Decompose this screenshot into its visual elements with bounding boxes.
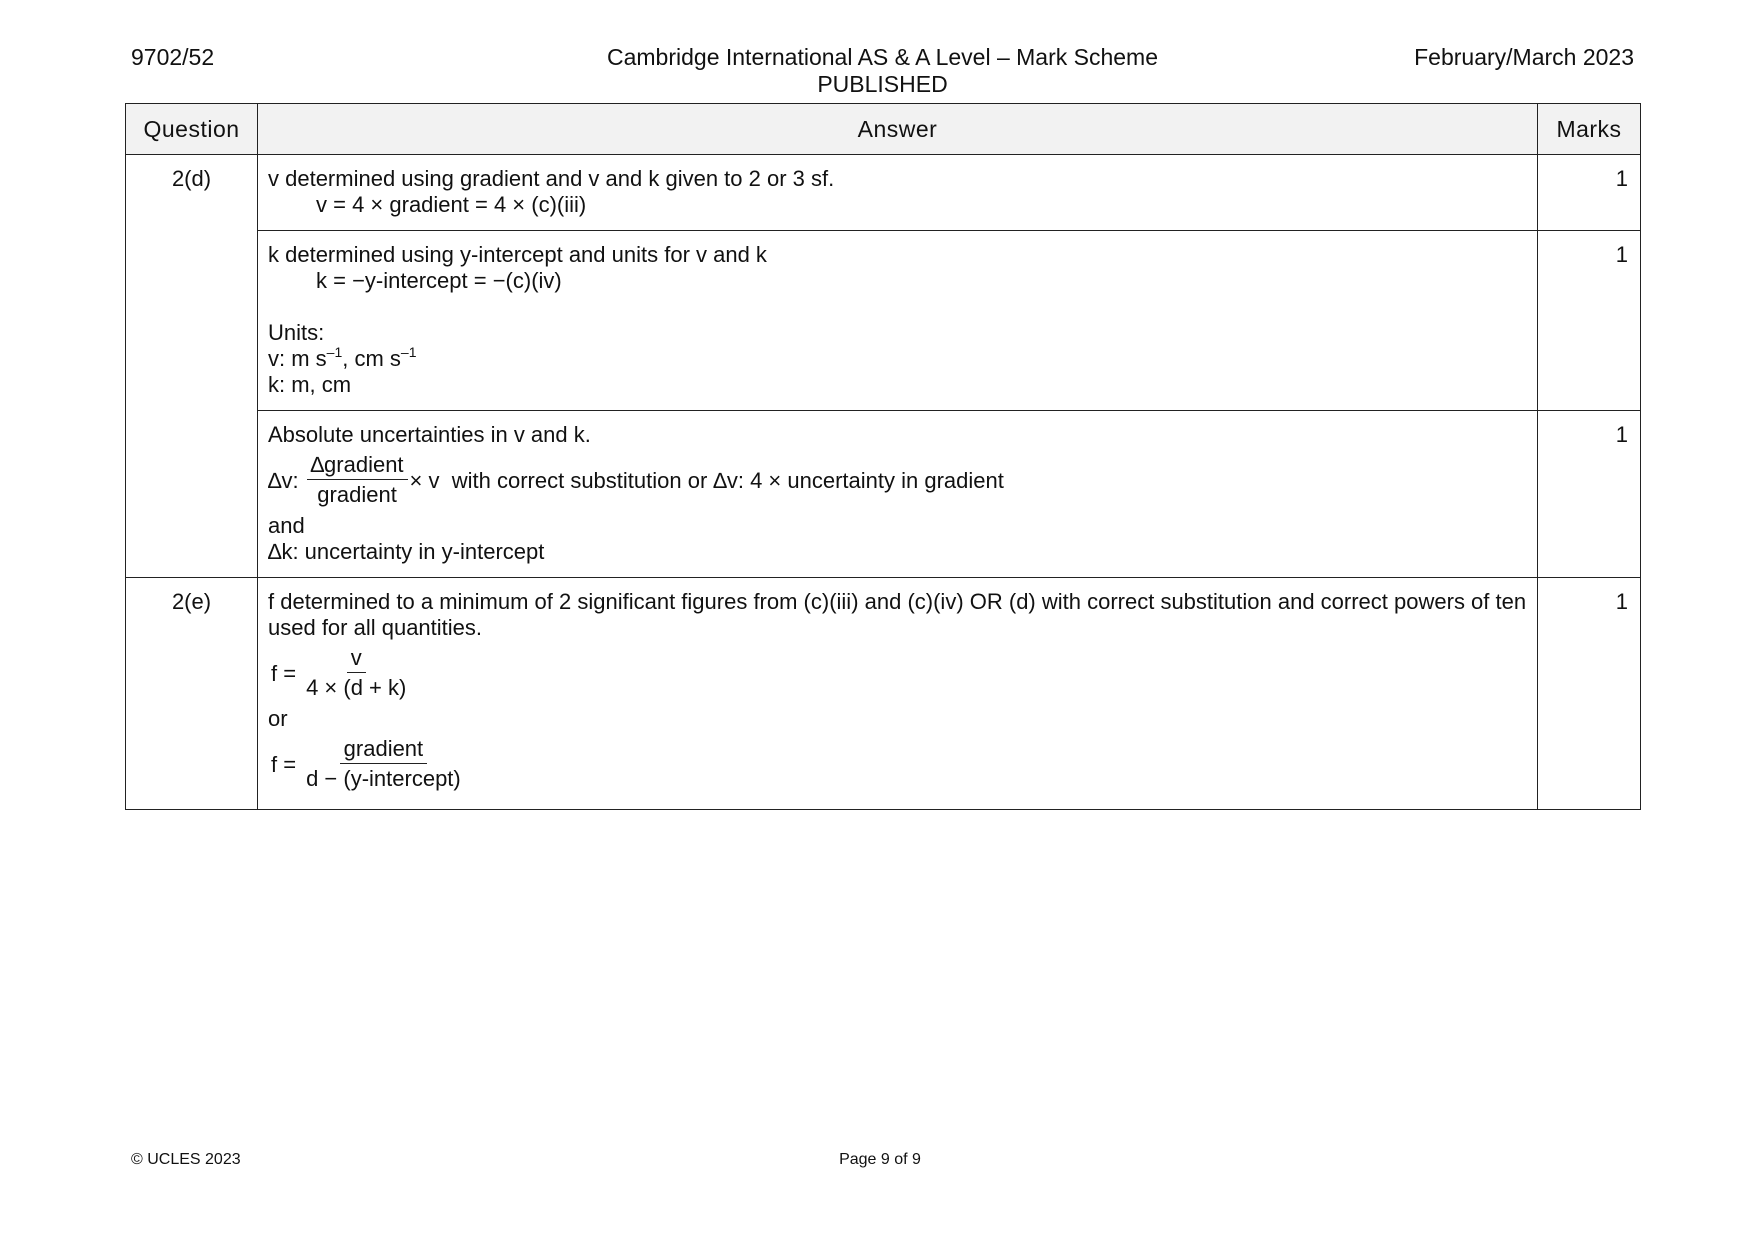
question-number: 2(e) xyxy=(126,578,258,810)
fraction-numerator: ∆gradient xyxy=(307,451,408,480)
fraction-numerator: gradient xyxy=(340,735,428,764)
answer-cell xyxy=(258,578,1538,810)
formula-f-from-v xyxy=(268,644,1527,703)
answer-text: or xyxy=(268,706,288,731)
column-header-marks: Marks xyxy=(1538,104,1641,155)
title-line: Cambridge International AS & A Level – Mark Scheme xyxy=(606,44,1159,70)
table-header-row xyxy=(126,104,1641,155)
delta-v-text: × v with correct substitution or ∆v: 4 × uncertainty in gradient xyxy=(409,467,1004,493)
formula-lhs: f = xyxy=(271,660,297,686)
answer-equation: v = 4 × gradient = 4 × (c)(iii) xyxy=(316,192,587,217)
question-number: 2(d) xyxy=(126,155,258,578)
fraction-numerator: v xyxy=(347,644,366,673)
column-header-question: Question xyxy=(126,104,258,155)
formula-f-from-gradient xyxy=(268,735,1527,794)
table-row xyxy=(126,231,1641,411)
answer-text: Absolute uncertainties in v and k. xyxy=(268,422,591,447)
table-row xyxy=(126,411,1641,578)
document-title xyxy=(500,44,1265,98)
published-label: PUBLISHED xyxy=(817,71,948,97)
answer-text: and xyxy=(268,513,305,538)
answer-cell xyxy=(258,231,1538,411)
answer-text: f determined to a minimum of 2 significant figures from (c)(iii) and (c)(iv) OR (d) with correct substitution and correct powers of ten used for all quantities. xyxy=(268,589,1527,640)
answer-equation: k = −y-intercept = −(c)(iv) xyxy=(316,268,562,293)
fraction xyxy=(307,451,408,510)
marks-cell: 1 xyxy=(1538,231,1641,411)
answer-text: v determined using gradient and v and k given to 2 or 3 sf. xyxy=(268,166,835,191)
marks-cell: 1 xyxy=(1538,411,1641,578)
fraction xyxy=(302,735,465,794)
paper-code: 9702/52 xyxy=(131,44,215,70)
answer-text: k determined using y-intercept and units for v and k xyxy=(268,242,767,267)
fraction-denominator: d − (y-intercept) xyxy=(306,766,461,791)
table-row xyxy=(126,578,1641,810)
delta-v-label: ∆v: xyxy=(268,467,299,493)
marks-cell: 1 xyxy=(1538,578,1641,810)
formula-lhs: f = xyxy=(271,751,297,777)
exam-session: February/March 2023 xyxy=(1414,44,1634,70)
column-header-answer: Answer xyxy=(258,104,1538,155)
answer-cell xyxy=(258,155,1538,231)
answer-text: ∆k: uncertainty in y-intercept xyxy=(268,539,545,564)
table-row xyxy=(126,155,1641,231)
mark-scheme-table xyxy=(125,103,1641,810)
fraction-denominator: 4 × (d + k) xyxy=(306,675,407,700)
marks-cell: 1 xyxy=(1538,155,1641,231)
delta-v-expression xyxy=(268,451,1527,510)
page-number: Page 9 of 9 xyxy=(839,1151,921,1168)
answer-cell xyxy=(258,411,1538,578)
units-label: Units: xyxy=(268,320,325,345)
units-v: v: m $s^{-1}$, cm $s^{-1}$ xyxy=(268,344,417,371)
fraction-denominator: gradient xyxy=(317,482,397,507)
units-k: k: m, cm xyxy=(268,372,352,397)
copyright-notice: © UCLES 2023 xyxy=(131,1151,241,1168)
fraction xyxy=(302,644,410,703)
